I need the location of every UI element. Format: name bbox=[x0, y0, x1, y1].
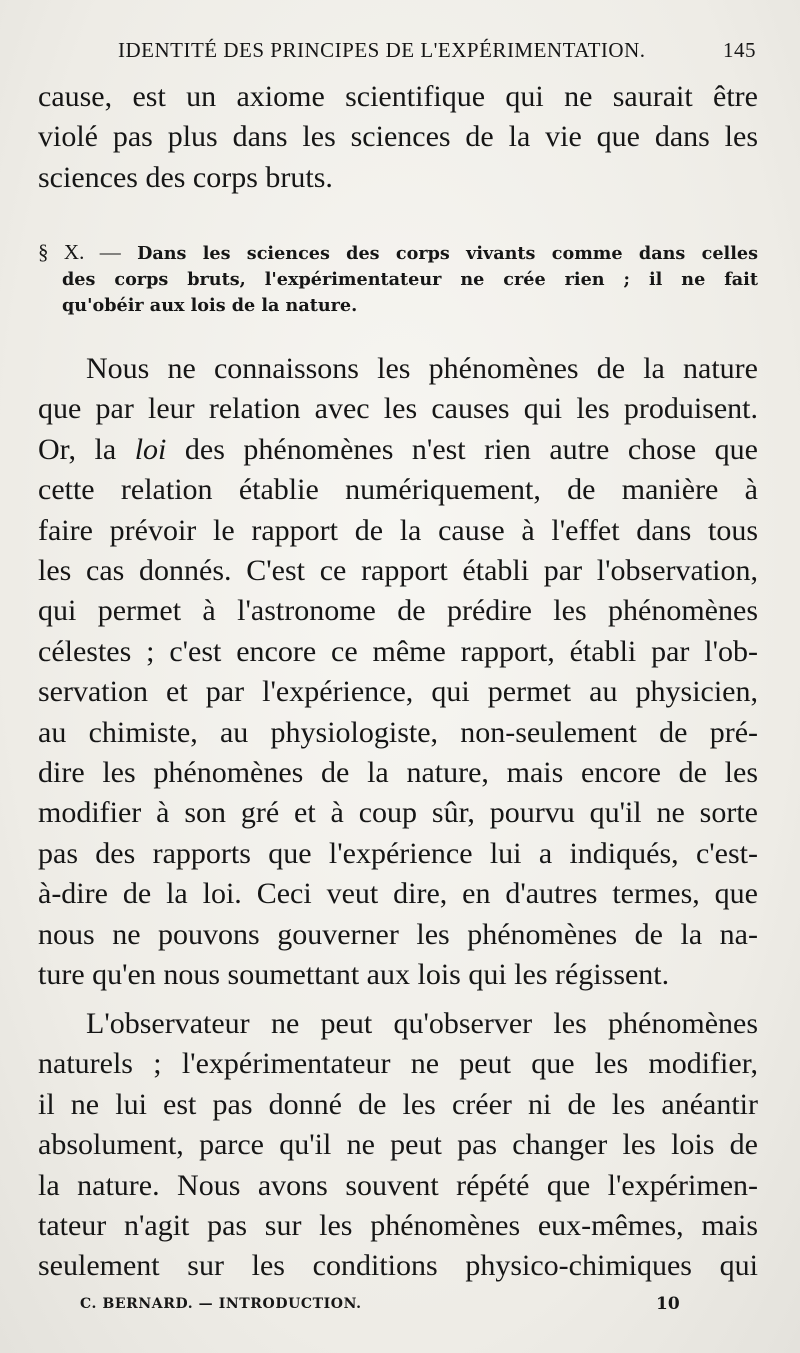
text-line: naturels ; l'expérimentateur ne peut que les modifier, bbox=[38, 1047, 758, 1081]
text-line: la nature. Nous avons souvent répété que l'expérimen- bbox=[38, 1168, 758, 1202]
text-line: violé pas plus dans les sciences de la vie que dans les bbox=[38, 120, 758, 154]
text-line: absolument, parce qu'il ne peut pas changer les lois de bbox=[38, 1128, 758, 1162]
paragraph-2 bbox=[38, 349, 758, 996]
page-number: 145 bbox=[723, 38, 756, 62]
section-heading-line: des corps bruts, l'expérimentateur ne crée rien ; il ne fait bbox=[62, 269, 758, 290]
text-line: cause, est un axiome scientifique qui ne saurait être bbox=[38, 80, 758, 113]
text-line: servation et par l'expérience, qui permet au physicien, bbox=[38, 675, 758, 709]
text-line: cette relation établie numériquement, de manière à bbox=[38, 473, 758, 507]
text-line: les cas donnés. C'est ce rapport établi par l'observation, bbox=[38, 554, 758, 588]
text-line: faire prévoir le rapport de la cause à l'effet dans tous bbox=[38, 513, 758, 547]
text-line: ture qu'en nous soumettant aux lois qui les régissent. bbox=[38, 958, 670, 992]
signature-mark: 10 bbox=[656, 1294, 680, 1314]
text-line bbox=[38, 430, 758, 470]
paragraph-1 bbox=[38, 77, 758, 198]
text-line: L'observateur ne peut qu'observer les phénomènes bbox=[86, 1007, 758, 1040]
text-line: sciences des corps bruts. bbox=[38, 160, 333, 194]
text-line: que par leur relation avec les causes qui les produisent. bbox=[38, 392, 758, 426]
running-head-title: IDENTITÉ DES PRINCIPES DE L'EXPÉRIMENTATION. bbox=[118, 38, 646, 62]
section-number: § X. — bbox=[38, 240, 121, 264]
text-line: seulement sur les conditions physico-chimiques qui bbox=[38, 1249, 758, 1283]
text-line: pas des rapports que l'expérience lui a indiqués, c'est- bbox=[38, 836, 758, 870]
section-heading bbox=[38, 239, 758, 319]
text-line: qui permet à l'astronome de prédire les phénomènes bbox=[38, 594, 758, 628]
text-line: modifier à son gré et à coup sûr, pourvu qu'il ne sorte bbox=[38, 796, 758, 830]
section-heading-line: qu'obéir aux lois de la nature. bbox=[62, 295, 358, 316]
text-line: dire les phénomènes de la nature, mais encore de les bbox=[38, 756, 758, 790]
paragraph-3 bbox=[38, 1004, 758, 1287]
italic-term: loi bbox=[134, 432, 167, 466]
running-head bbox=[118, 38, 758, 64]
text-line: Nous ne connaissons les phénomènes de la nature bbox=[86, 352, 758, 385]
text-line: il ne lui est pas donné de les créer ni de les anéantir bbox=[38, 1087, 758, 1121]
text-fragment: Or, la bbox=[38, 432, 135, 466]
text-line: célestes ; c'est encore ce même rapport, établi par l'ob- bbox=[38, 634, 758, 668]
text-line: nous ne pouvons gouverner les phénomènes de la na- bbox=[38, 917, 758, 951]
text-fragment: des phénomènes n'est rien autre chose que bbox=[166, 432, 758, 466]
text-line: à-dire de la loi. Ceci veut dire, en d'autres termes, que bbox=[38, 877, 758, 911]
section-heading-text: Dans les sciences des corps vivants comme dans celles bbox=[137, 243, 758, 264]
footer-author-title: C. BERNARD. — INTRODUCTION. bbox=[80, 1296, 362, 1312]
section-heading-line bbox=[38, 239, 758, 267]
text-line: tateur n'agit pas sur les phénomènes eux-mêmes, mais bbox=[38, 1209, 758, 1243]
text-line: au chimiste, au physiologiste, non-seulement de pré- bbox=[38, 715, 758, 749]
